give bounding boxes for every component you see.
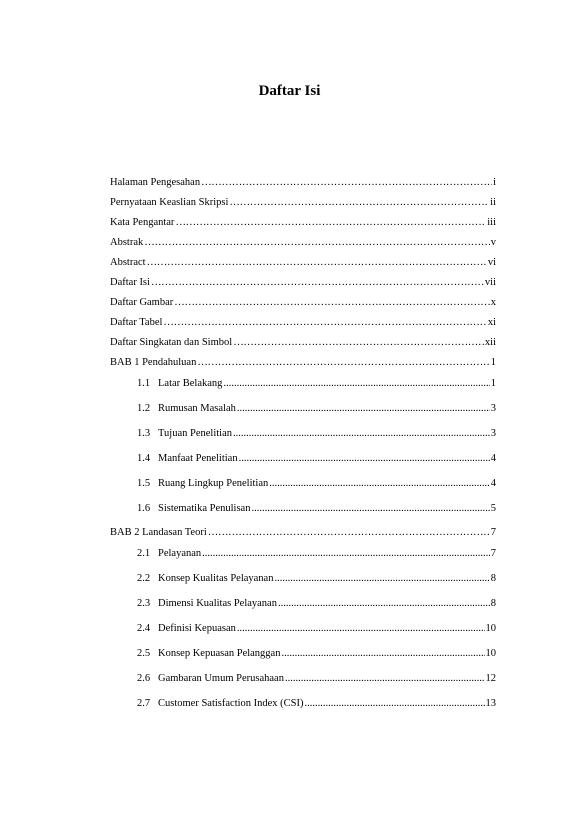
toc-subentry-number: 1.3 [137,428,151,439]
toc-entry[interactable] [110,354,496,370]
toc-subentry-number: 2.5 [137,648,151,659]
toc-subentry-number: 1.2 [137,403,151,414]
toc-leader [201,176,492,190]
toc-entry-title: Pernyataan Keaslian Skripsi [110,197,229,208]
toc-subentry[interactable] [137,500,496,516]
toc-entry-title: Abstract [110,257,146,268]
toc-subentry[interactable] [137,620,496,636]
toc-entry-title: Daftar Tabel [110,317,163,328]
toc-subentry-page: 7 [490,548,496,559]
toc-subentry-number: 1.1 [137,378,151,389]
toc-leader [237,622,485,636]
toc-leader [197,356,489,370]
toc-entry-title: Kata Pengantar [110,217,175,228]
toc-subentry-title: Rumusan Masalah [158,403,236,414]
toc-entry[interactable] [110,254,496,270]
toc-entry-title: Halaman Pengesahan [110,177,201,188]
toc-subentry-page: 3 [490,428,496,439]
toc-entry[interactable] [110,294,496,310]
toc-entry[interactable] [110,194,496,210]
toc-subentry-page: 13 [485,698,496,709]
toc-subentry-page: 8 [490,573,496,584]
toc-leader [233,427,490,441]
toc-subentry-title: Konsep Kepuasan Pelanggan [158,648,281,659]
toc-subentry-number: 2.6 [137,673,151,684]
toc-entry-page: 7 [490,527,496,538]
toc-subentry-number: 2.4 [137,623,151,634]
toc-subentry-page: 10 [485,623,496,634]
toc-subentry-title: Sistematika Penulisan [158,503,251,514]
toc-leader [208,526,490,540]
toc-subentry[interactable] [137,375,496,391]
toc-subentry[interactable] [137,475,496,491]
toc-subentry-number: 2.1 [137,548,151,559]
toc-subentry-title: Konsep Kualitas Pelayanan [158,573,274,584]
toc-subentry-number: 1.6 [137,503,151,514]
toc-entry-page: x [490,297,496,308]
toc-entry-page: i [493,177,496,188]
toc-subentry-title: Gambaran Umum Perusahaan [158,673,284,684]
toc-subentry-page: 5 [490,503,496,514]
toc-subentry-page: 3 [490,403,496,414]
toc-leader [144,236,490,250]
toc-entry-title: BAB 2 Landasan Teori [110,527,207,538]
toc-entry-title: BAB 1 Pendahuluan [110,357,197,368]
toc-leader [151,276,484,290]
toc-leader [274,572,489,586]
toc-leader [223,377,489,391]
toc-subentry-page: 4 [490,478,496,489]
toc-leader [229,196,489,210]
toc-entry[interactable] [110,334,496,350]
toc-entry-page: xi [487,317,496,328]
toc-subentry-title: Latar Belakang [158,378,223,389]
toc-leader [278,597,490,611]
toc-subentry-page: 4 [490,453,496,464]
toc-leader [239,452,490,466]
toc-entry-title: Daftar Singkatan dan Simbol [110,337,233,348]
toc-subentry[interactable] [137,425,496,441]
toc-leader [305,697,485,711]
toc-entry-title: Daftar Gambar [110,297,174,308]
toc-subentry[interactable] [137,545,496,561]
page-title: Daftar Isi [258,83,321,99]
toc-subentry-number: 1.4 [137,453,151,464]
toc-subentry-title: Definisi Kepuasan [158,623,236,634]
toc-entry[interactable] [110,274,496,290]
toc-entry-page: xii [484,337,496,348]
toc-subentry-title: Ruang Lingkup Penelitian [158,478,269,489]
toc-leader [147,256,487,270]
toc-subentry[interactable] [137,695,496,711]
toc-entry[interactable] [110,174,496,190]
toc-subentry[interactable] [137,670,496,686]
toc-entry-title: Daftar Isi [110,277,150,288]
toc-subentry-number: 2.3 [137,598,151,609]
toc-leader [269,477,490,491]
toc-leader [285,672,485,686]
toc-leader [233,336,484,350]
toc-subentry-title: Customer Satisfaction Index (CSI) [158,698,304,709]
toc-entry-page: vii [484,277,496,288]
toc-leader [281,647,484,661]
toc-subentry-number: 1.5 [137,478,151,489]
toc-entry-title: Abstrak [110,237,144,248]
toc-subentry[interactable] [137,595,496,611]
toc-entry[interactable] [110,524,496,540]
toc-entry-page: vi [487,257,496,268]
toc-entry[interactable] [110,214,496,230]
toc-leader [251,502,489,516]
toc-leader [174,296,489,310]
toc-entry[interactable] [110,314,496,330]
toc-subentry-page: 8 [490,598,496,609]
toc-subentry-page: 1 [490,378,496,389]
toc-subentry-page: 12 [485,673,496,684]
toc-leader [202,547,490,561]
toc-subentry[interactable] [137,400,496,416]
toc-subentry[interactable] [137,570,496,586]
toc-leader [237,402,490,416]
toc-subentry[interactable] [137,645,496,661]
toc-entry-page: 1 [490,357,496,368]
toc-entry-page: iii [487,217,496,228]
toc-entry-page: ii [490,197,496,208]
toc-subentry-title: Pelayanan [158,548,202,559]
toc-leader [163,316,486,330]
toc-subentry-number: 2.7 [137,698,151,709]
toc-entry-page: v [490,237,496,248]
toc-subentry-number: 2.2 [137,573,151,584]
toc-subentry-title: Tujuan Penelitian [158,428,232,439]
toc-entry[interactable] [110,234,496,250]
toc-subentry-title: Manfaat Penelitian [158,453,238,464]
toc-leader [175,216,486,230]
toc-subentry-page: 10 [485,648,496,659]
toc-subentry[interactable] [137,450,496,466]
toc-subentry-title: Dimensi Kualitas Pelayanan [158,598,277,609]
